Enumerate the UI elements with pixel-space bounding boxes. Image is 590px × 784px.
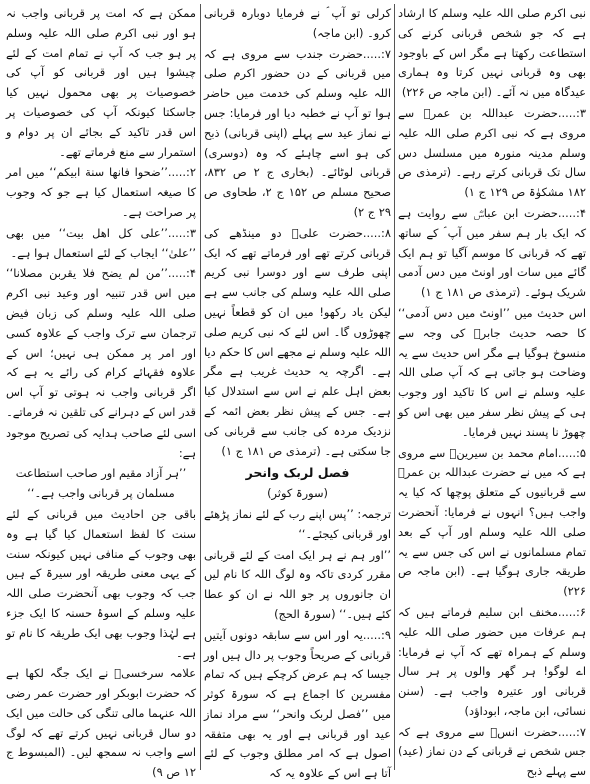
paragraph: اس حدیث میں ’’اونٹ میں دس آدمی‘‘ کا حصہ حدیث جابرؓ کی وجہ سے منسوخ ہوگیا ہے مگر اس حدیث سے یہ وضاحت ہو جاتی ہے کہ آپ صلی اللہ علیہ وسلم نے اس کا تاکید اور وجوب ہی کے پیش نظر سفر میں بھی اس کو چھوڑ نا پسند نہیں فرمایا۔ (398, 305, 586, 439)
paragraph: ۵:.....امام محمد بن سیرینؒ سے مروی ہے کہ میں نے حضرت عبداللہ بن عمرؓ سے قربانیوں کے متعلق پوچھا کہ کیا یہ واجب ہیں؟ انہوں نے فرمایا: آنحضرت صلی اللہ علیہ وسلم اور آپ کے بعد تمام مسلمانوں نے اس کی جس سے یہ طریقہ جاری ہوگیا ہے۔ (ابن ماجہ ص ۲۲۶) (398, 445, 586, 599)
paragraph: ۴:.....’’من لم يضح فلا يقربن مصلانا‘‘ میں اس قدر تنبیہ اور وعید نبی اکرم صلی اللہ علیہ وسلم کی زبان فیض ترجمان سے ترک واجب کے علاوہ کسی اور امر پر ممکن ہی نہیں؛ اس کے علاوہ فقہائے کرام کی رائے یہ ہے کہ اگر قربانی واجب نہ ہوتی تو آپ اس قدر اس کے دہرانے کی تلقین نہ فرماتے۔ (6, 266, 196, 419)
paragraph: ۴:.....حضرت ابن عباسؓ سے روایت ہے کہ ایک بار ہم سفر میں آپ ؐ کے ساتھ تھے کہ قربانی کا موسم آگیا تو ہم ایک گائے میں سات اور اونٹ میں دس آدمی شریک ہوئے۔ (ترمذی ص ۱۸۱ ج ۱) (398, 205, 586, 300)
paragraph: نبی اکرم صلی اللہ علیہ وسلم کا ارشاد ہے کہ جو شخص قربانی کرنے کی استطاعت رکھتا ہے مگر اس کے باوجود بھی وہ قربانی نہیں کرتا وہ ہماری عیدگاہ میں نہ آئے۔ (ابن ماجہ ص ۲۲۶) (398, 6, 586, 100)
paragraph: ۹:.....یہ اور اس سے سابقہ دونوں آیتیں قربانی کے صریحاً وجوب پر دال ہیں اور جیسا کہ ہم عرض کرچکے ہیں کہ تمام مفسرین کا اجماع ہے کہ سورۃ کوثر میں ’’فصل لربک وانحر‘‘ سے مراد نماز عید اور قربانی ہے اور یہ بھی متفقہ اصول ہے کہ امر مطلق وجوب کے لئے آتا ہے اس کے علاوہ یہ کہ (204, 627, 391, 781)
section-heading: فصل لربک وانحر (245, 465, 350, 481)
column-divider (394, 4, 395, 770)
paragraph: ۷:.....حضرت انسؓ سے مروی ہے کہ جس شخص نے قربانی کے دن نماز (عید) سے پہلے ذبح (397, 724, 586, 779)
paragraph: ۳:.....حضرت عبداللہ بن عمرؓ سے مروی ہے کہ نبی اکرم صلی اللہ علیہ وسلم مدینہ منورہ میں مسلسل دس سال تک قربانی کرتے رہے۔ (ترمذی ص ۱۸۲ مشکوٰۃ ص ۱۲۹ ج ۱) (398, 105, 586, 200)
paragraph: ۶:.....مخنف ابن سلیم فرماتے ہیں کہ ہم عرفات میں حضور صلی اللہ علیہ وسلم کے ہمراہ تھے کہ آپ نے فرمایا: اے لوگو! ہر گھر والوں پر ہر سال قربانی اور عتیرہ واجب ہے۔ (سنن نسائی، ابن ماجہ، ابوداؤد) (398, 604, 586, 718)
paragraph: علامہ سرخسیؒ نے ایک جگہ لکھا ہے کہ حضرت ابوبکر اور حضرت عمر رضی اللہ عنہما مالی تنگی کی حالت میں ایک دو سال قربانی نہیں کرتے تھے کہ لوگ اسے واجب نہ سمجھ لیں۔ (المبسوط ج ۱۲ ص ۹) (6, 666, 196, 780)
paragraph: ۷:.....حضرت جندب سے مروی ہے کہ میں قربانی کے دن حضور اکرم صلی اللہ علیہ وسلم کی خدمت میں حاضر ہوا تو آپ نے خطبہ دیا اور فرمایا: جس نے نماز عید سے پہلے (اپنی قربانی) ذبح کی ہو اسے چاہئے کہ وہ (دوسری) قربانی لوٹائے۔ (بخاری ج ۲ ص ۸۳۲، صحیح مسلم ص ۱۵۲ ج ۲، طحاوی ص ۲۹ ج ۲) (204, 46, 391, 219)
column-divider (200, 4, 201, 770)
quotation: ’’ہر آزاد مقیم اور صاحب استطاعت مسلمان پر قربانی واجب ہے۔‘‘ (15, 466, 187, 501)
paragraph: ممکن ہے کہ امت پر قربانی واجب نہ ہو اور نبی اکرم صلی اللہ علیہ وسلم پر ہو جب کہ آپ نے تمام امت کے لئے چیشوا ہیں اور قربانی کو آپ کی خصوصیات پر بھی محمول نہیں کیا جاسکتا کیونکہ آپ کی خصوصیات پر اس قدر تاکید کے بجائے ان پر دوام و استمرار سے منع فرماتے تھے۔ (6, 6, 196, 159)
paragraph: باقی جن احادیث میں قربانی کے لئے سنت کا لفظ استعمال کیا گیا ہے وہ بھی وجوب کے منافی نہیں کیونکہ سنت کے یہی معنی طریقہ اور سیرۃ کے ہیں جب کہ وجوب بھی آنحضرت صلی اللہ علیہ وسلم کے اسوۂ حسنہ کا ایک جزء ہے لہٰذا وجوب بھی ایک طریقہ کا نام تو ہے۔ (6, 506, 196, 660)
paragraph: ۸:.....حضرت علیؓ دو مینڈھے کی قربانی کرتے تھے اور فرماتے تھے کہ ایک اپنی طرف سے اور دوسرا نبی کریم صلی اللہ علیہ وسلم کی جانب سے ہے لیکن یاد رکھو! میں ان کو قطعاً نہیں چھوڑوں گا۔ اس لئے کہ نبی کریم صلی اللہ علیہ وسلم نے مجھے اس کا حکم دیا ہے۔ اگرچہ یہ حدیث غریب ہے مگر بعض اہل علم نے اس سے استدلال کیا ہے۔ جس کے پیش نظر بعض ائمہ کے نزدیک مردہ کی جانب سے قربانی کی جا سکتی ہے۔ (ترمذی ص ۱۸۱ ج ۱) (204, 225, 391, 458)
middle-column (204, 4, 391, 781)
paragraph: ترجمہ: ’’پس اپنے رب کے لئے نماز پڑھئے اور قربانی کیجئے۔‘‘ (204, 506, 391, 541)
paragraph: ۳:.....’’على كل اهل بيت‘‘ میں بھی ’’علیٰ‘‘ ایجاب کے لئے استعمال ہوا ہے۔ (6, 225, 196, 260)
paragraph: اسی لئے صاحب ہدایہ کی تصریح موجود ہے: (6, 425, 196, 460)
paragraph: ’’اور ہم نے ہر ایک امت کے لئے قربانی مقرر کردی تاکہ وہ لوگ اللہ کا نام لیں ان جانوروں پر جو اللہ نے ان کو عطا کئے ہیں۔‘‘ (سورۃ الحج) (204, 547, 391, 621)
paragraph: کرلی تو آپ ؐ نے فرمایا دوبارہ قربانی کرو۔ (ابن ماجہ) (204, 6, 391, 40)
left-column (6, 4, 196, 780)
surah-reference: (سورۃ کوثر) (267, 486, 328, 501)
right-column (397, 4, 586, 779)
paragraph: ۲:.....’’ضحوا فانها سنة ابيكم‘‘ میں امر کا صیغہ استعمال کیا ہے جو کہ وجوب پر صراحت ہے۔ (6, 165, 196, 219)
